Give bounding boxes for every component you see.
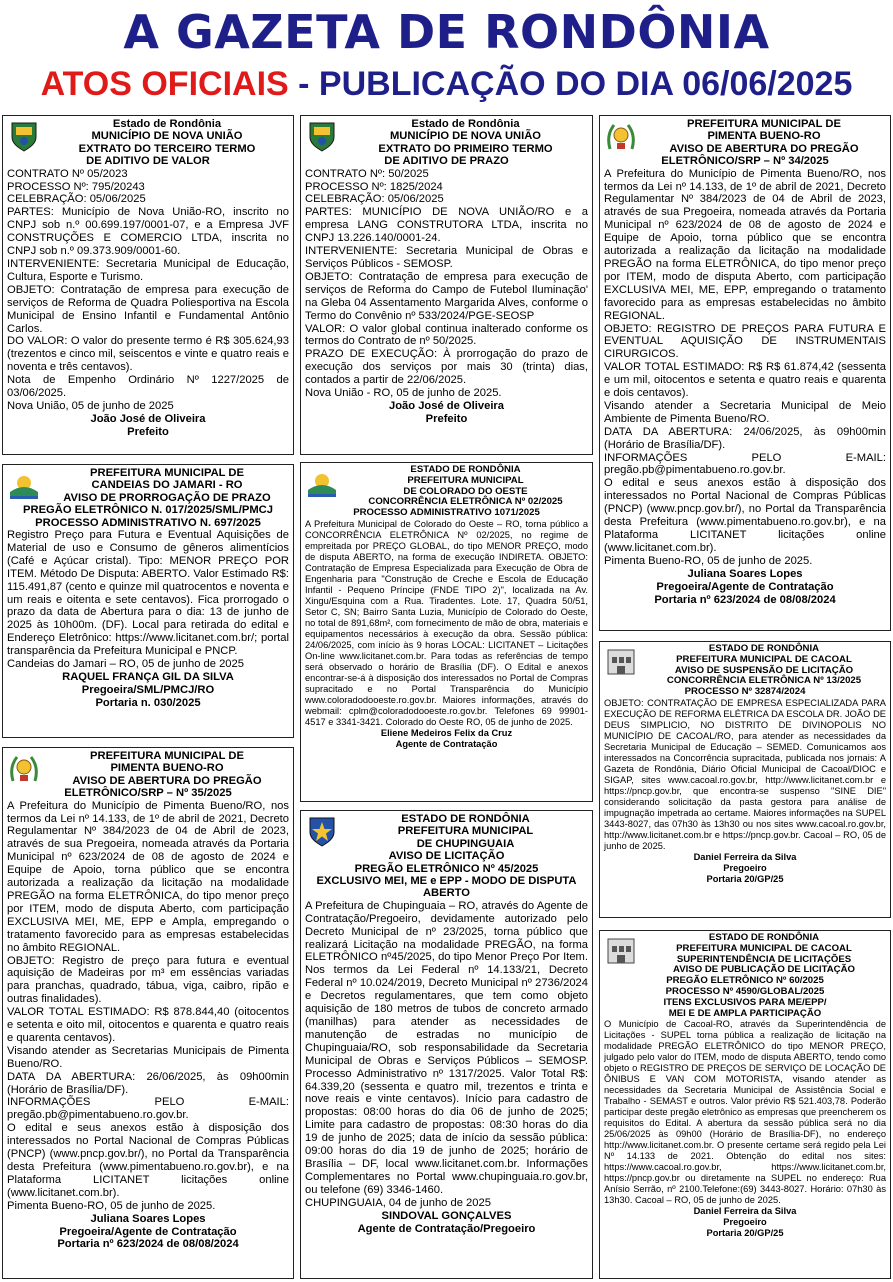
notice-body <box>604 1019 886 1206</box>
notice-cacoal-registro-precos <box>599 930 891 1279</box>
notice-header <box>305 465 588 519</box>
notice-header-line: PREGÃO ELETRÔNICO Nº 60/2025 <box>666 975 824 987</box>
notice-pimenta-bueno-srp-35 <box>2 747 294 1279</box>
notice-body <box>305 900 588 1210</box>
notice-header-line: PREFEITURA MUNICIPAL DE <box>90 750 244 762</box>
notice-header-line: MEI E DE AMPLA PARTICIPAÇÃO <box>668 1007 822 1019</box>
signature-line: Portaria 20/GP/25 <box>706 1228 784 1239</box>
signature-line: Prefeito <box>425 412 468 425</box>
notice-header-line: PREFEITURA MUNICIPAL DE CACOAL <box>676 942 852 954</box>
notice-body <box>604 698 886 852</box>
notice-body-text: CONTRATO Nº 05/2023 PROCESSO Nº: 795/20243 CELEBRAÇÃO: 05/06/2025 PARTES: Município de Nova União-RO, inscrito no CNPJ sob n.º 00.699.197/0001-07, e a Empresa JVF CONSTRUÇÕES E COMERCIO LTDA, inscrita no CNPJ sob n.º 09.373.909/0001-60. INTERVENIENTE: Secretaria Municipal de Educação, Cultura, Esporte e Turismo. OBJETO: Contratação de empresa para execução de serviços de Reforma de Quadra Poliesportiva na Escola Municipal de Ensino Infantil e Fundamental Antônio Carlos. DO VALOR: O valor do presente termo é R$ 305.624,93 (trezentos e cinco mil, seiscentos e vinte e quatro reais e noventa e três centavos). Nota de Empenho Ordinário Nº 1227/2025 de 03/06/2025. Nova União, 05 de junho de 2025 <box>7 167 289 412</box>
notice-signature <box>7 671 289 710</box>
signature-line: SINDOVAL GONÇALVES <box>381 1209 512 1222</box>
notice-body-text: A Prefeitura Municipal de Colorado do Oeste – RO, torna público a CONCORRÊNCIA ELETRÔNICA Nº 02/2025, no regime de empreitada por PREÇO GLOBAL, do tipo MENOR PREÇO, modo de disputa ABERTO, na forma de execução INDIRETA. OBJETO: Contratação de Empresa Especializada para Execução de Obra de Engenharia para "Construção de Creche e Escola de Educação Infantil - Pequeno Príncipe (FNDE TIPO 2)", localizada na Av. Xingu/Esquina com a Rua. Tiradentes. Lote. 17, Quadra 50/51, Setor C, SN; Bairro Santa Luzia, Município de Colorado do Oeste, no total de 891,68m², com fornecimento de mão de obra, materiais e equipamentos necessários à execução da obra. Sessão pública: 24/06/2025, com início às 9 horas LOCAL: LICITANET – Licitações On-line www.licitanet.com.br. Para todas as referências de tempo será observado o horário de Brasília (DF). O Edital e anexos encontrar-se-á à disposição dos interessados no Portal de Compras supracitado e no Portal Transparência do Município www.coloradodooeste.ro.gov.br. Maiores informações, através do webmail: cplm@coloradodooeste.ro.gov.br. Telefones 69 99901-4517 e 3341-3421. Colorado do Oeste RO, 05 de junho de 2025. <box>305 518 588 727</box>
notice-header-line: PREFEITURA MUNICIPAL <box>397 825 534 838</box>
notice-header-line: CONCORRÊNCIA ELETRÔNICA Nº 02/2025 <box>368 496 563 508</box>
notice-signature <box>7 413 289 439</box>
signature-line: Eliene Medeiros Felix da Cruz <box>380 727 513 738</box>
signature-line: Pregoeiro <box>723 1217 767 1228</box>
notice-header-line: AVISO DE PRORROGAÇÃO DE PRAZO <box>63 491 271 504</box>
notice-header-line: PROCESSO ADMINISTRATIVO N. 697/2025 <box>35 516 261 529</box>
notice-body-text: CONTRATO Nº: 50/2025 PROCESSO Nº: 1825/2024 CELEBRAÇÃO: 05/06/2025 PARTES: MUNICÍPIO DE NOVA UNIÃO/RO e a empresa LANG CONSTRUTORA LTDA, inscrita no CNPJ 13.226.140/0001-24. INTERVENIENTE: Secretaria Municipal de Obras e Serviços Públicos - SEMOSP. OBJETO: Contratação de empresa para execução de serviços de Reforma do Campo de Futebol Iluminação' na Gleba 04 Assentamento Margarida Alves, conforme o Termo do Convênio nº 533/2024/PGE-SEOSP VALOR: O valor global continua inalterado conforme os termos do Contrato de nº 50/2025. PRAZO DE EXECUÇÃO: À prorrogação do prazo de execução dos serviços por mais 30 (trinta) dias, contados a partir de 22/06/2025. Nova União - RO, 05 de junho de 2025. <box>305 167 588 400</box>
notice-header <box>7 467 289 529</box>
notice-header-line: PREGÃO ELETRÔNICO N. 017/2025/SML/PMCJ <box>23 504 273 517</box>
coat-of-arms-icon <box>305 814 339 848</box>
signature-line: Juliana Soares Lopes <box>90 1212 206 1225</box>
notice-body-text: A Prefeitura do Município de Pimenta Bueno/RO, nos termos da Lei nº 14.133, de 1º de abril de 2021, Decreto Regulamentar Nº 384/2023 de 04 de Abril de 2023, através de sua Pregoeira, nomeada através da Portaria Municipal nº 623/2024 de 08 de agosto de 2024 e Equipe de Apoio, torna público que se encontra autorizada a realização da licitação na modalidade PREGÃO na forma ELETRÔNICA, do tipo menor preço por ITEM, modo de disputa Aberto, com participação EXCLUSIVA MEI, ME, EPP e Ampla, empregando o tratamento favorecido para as empresas estabelecidas no âmbito REGIONAL. OBJETO: Registro de preço para futura e eventual aquisição de Madeiras por m³ em essências variadas para pranchas, quadrado, tábua, viga, caibro, ripão e outras finalidades). VALOR TOTAL ESTIMADO: R$ 878.844,40 (oitocentos e setenta e oito mil, oitocentos e quarenta e quatro reais e quarenta centavos). Visando atender as Secretarias Municipais de Pimenta Bueno/RO. DATA DA ABERTURA: 26/06/2025, às 09h00min (Horário de Brasília/DF). INFORMAÇÕES PELO E-MAIL: pregão.pb@pimentabueno.ro.gov.br. O edital e seus anexos estão à disposição dos interessados no Portal Nacional de Compras Públicas (PNCP) (www.pncp.gov.br/), no Portal da Transparência desta Prefeitura (www.pimentabueno.ro.gov.br), e na Plataforma LICITANET licitações online (www.licitanet.com.br). Pimenta Bueno-RO, 05 de junho de 2025. <box>7 799 289 1212</box>
notice-header-line: MUNICÍPIO DE NOVA UNIÃO <box>389 130 542 143</box>
notice-header <box>305 118 588 168</box>
notice-header-line: PREGÃO ELETRÔNICO Nº 45/2025 <box>354 862 539 875</box>
notice-header-line: EXTRATO DO TERCEIRO TERMO <box>78 142 256 155</box>
notice-header-line: ESTADO DE RONDÔNIA <box>401 813 530 825</box>
notice-signature <box>305 400 588 426</box>
coat-of-arms-icon <box>305 119 339 153</box>
notice-header-line: MUNICÍPIO DE NOVA UNIÃO <box>91 130 243 143</box>
signature-line: Pregoeira/Agente de Contratação <box>59 1225 237 1238</box>
signature-line: Agente de Contratação/Pregoeiro <box>357 1222 536 1235</box>
notice-header-line: PREFEITURA MUNICIPAL DE CACOAL <box>676 653 852 665</box>
notice-body-text: A Prefeitura do Município de Pimenta Bueno/RO, nos termos da Lei nº 14.133, de 1º de abril de 2021, Decreto Regulamentar Nº 384/2023 de 04 de Abril de 2023, através de sua Pregoeira, nomeada através da Portaria Municipal nº 623/2024 de 08 de agosto de 2024 e Equipe de Apoio, torna público que se encontra autorizada a realização da licitação na modalidade PREGÃO na forma ELETRÔNICA, do tipo menor preço por ITEM, modo de disputa Aberto, com participação EXCLUSIVA MEI, ME, EPP, empregando o tratamento favorecido para as empresas estabelecidas no âmbito REGIONAL. OBJETO: REGISTRO DE PREÇOS PARA FUTURA E EVENTUAL AQUISIÇÃO DE INSTRUMENTAIS CIRURGICOS. VALOR TOTAL ESTIMADO: R$ R$ 61.874,42 (sessenta e um mil, oitocentos e setenta e quatro reais e quarenta e dois centavos). Visando atender a Secretaria Municipal de Meio Ambiente de Pimenta Bueno/RO. DATA DA ABERTURA: 24/06/2025, às 09h00min (Horário de Brasília/DF). INFORMAÇÕES PELO E-MAIL: pregão.pb@pimentabueno.ro.gov.br. O edital e seus anexos estão à disposição dos interessados no Portal Nacional de Compras Públicas (PNCP) (www.pncp.gov.br/), no Portal da Transparência desta Prefeitura (www.pimentabueno.ro.gov.br), e na Plataforma LICITANET licitações online (www.licitanet.com.br). Pimenta Bueno-RO, 05 de junho de 2025. <box>604 167 886 567</box>
notice-header-line: PROCESSO Nº 4590/GLOBAL/2025 <box>665 985 825 997</box>
notice-body <box>305 168 588 400</box>
signature-line: Pregoeira/SML/PMCJ/RO <box>81 683 215 696</box>
notice-body-text: A Prefeitura de Chupinguaia – RO, através do Agente de Contratação/Pregoeiro, devidamente autorizado pelo Decreto Municipal de nº 23/2025, torna público que realizará Licitação na modalidade PREGÃO, na forma ELETRÔNICO nº45/2025, do tipo Menor Preço Por Item. Nos termos da Lei Federal nº 14.133/21, Decreto Federal nº 10.024/2019, Decreto Municipal nº 2736/2024 e Decretos regulamentares, que tem como objeto aquisição de 180 metros de tubos de concreto armado (manilhas) para atender as necessidades de manutenção de estradas no município de Chupinguaia/RO, sob responsabilidade da Secretaria Municipal de Obras e Serviços Públicos – SEMOSP. Processo Administrativo nº 1317/2025. Valor Total R$: 64.339,20 (sessenta e quatro mil, trezentos e trinta e nove reais e vinte centavos). Início para cadastro de propostas: 08:00 horas do dia 06 de junho de 2025; Limite para cadastro de propostas: 08:30 horas do dia 19 de junho de 2025; data de início da sessão pública: 09:00 horas do dia 19 de junho de 2025; horário de Brasília – DF, local www.licitanet.com.br. Informações Complementares no Portal www.chupinguaia.ro.gov.br, ou telefone (69) 3346-1460. CHUPINGUAIA, 04 de junho de 2025 <box>305 899 588 1209</box>
notice-header-line: ELETRÔNICO/SRP – Nº 34/2025 <box>661 155 829 168</box>
signature-line: Portaria 20/GP/25 <box>706 873 784 884</box>
notice-header-line: AVISO DE SUSPENSÃO DE LICITAÇÃO <box>674 664 854 676</box>
notice-header-line: AVISO DE LICITAÇÃO <box>388 850 505 863</box>
notice-signature <box>305 728 588 750</box>
notice-signature <box>7 1213 289 1252</box>
signature-line: RAQUEL FRANÇA GIL DA SILVA <box>62 671 234 683</box>
notice-nova-uniao-aditivo-prazo <box>300 115 593 455</box>
signature-line: Pregoeira/Agente de Contratação <box>656 580 834 593</box>
signature-line: Portaria n. 030/2025 <box>95 696 201 709</box>
signature-line: Daniel Ferreira da Silva <box>693 1206 797 1217</box>
notice-header-line: PREFEITURA MUNICIPAL DE <box>687 118 841 130</box>
coat-of-arms-icon <box>604 934 638 968</box>
notice-header-line: EXTRATO DO PRIMEIRO TERMO <box>378 142 553 155</box>
subtitle-red: ATOS OFICIAIS <box>40 65 289 103</box>
coat-of-arms-icon <box>7 468 41 502</box>
notice-header <box>604 118 886 168</box>
signature-line: João José de Oliveira <box>388 399 505 412</box>
signature-line: Agente de Contratação <box>395 738 498 749</box>
notice-cacoal-suspensao <box>599 641 891 918</box>
notice-pimenta-bueno-srp-34 <box>599 115 891 631</box>
coat-of-arms-icon <box>604 119 638 153</box>
notice-header-line: ELETRÔNICO/SRP – Nº 35/2025 <box>64 787 232 800</box>
notice-header-line: PIMENTA BUENO-RO <box>707 130 821 143</box>
notice-body <box>604 168 886 568</box>
signature-line: Portaria nº 623/2024 de 08/08/2024 <box>654 593 836 606</box>
notice-body-text: O Município de Cacoal-RO, através da Superintendência de Licitações - SUPEL torna pública a realização de licitação na modalidade PREGÃO ELETRÔNICO do tipo MENOR PREÇO, julgado pelo valor do ITEM, modo de disputa ABERTO, tendo como objeto o REGISTRO DE PREÇOS DE SERVIÇO DE LOCAÇÃO DE ÔNIBUS E VAN COM MOTORISTA, visando atender as necessidades da Secretaria Municipal de Assistência Social e Trabalho - SEMAST e outros. Valor prévio R$ 521.403,78. Poderão participar deste pregão eletrônico as empresas que preencherem os requisitos do Edital. A abertura da sessão pública será no dia 25/06/2025 às 09h00 (Horário de Brasília-DF), no endereço http://www.licitanet.com.br. O presente certame será regido pela Lei Nº 14.133 de 2021. Obtenção do edital nos sites: https://www.cacoal.ro.gov.br, https://www.licitanet.com.br, https://pncp.gov.br ou diretamente na SUPEL no endereço: Rua Anísio Serrão, nº 2100.Telefone:(69) 3443-8027. Horário: 07h30 às 13h30. Cacoal – RO, 05 de junho de 2025. <box>604 1019 886 1206</box>
signature-line: Daniel Ferreira da Silva <box>693 851 797 862</box>
notice-header-line: PROCESSO Nº 32874/2024 <box>684 686 806 698</box>
subtitle-blue: - PUBLICAÇÃO DO DIA 06/06/2025 <box>288 65 853 103</box>
signature-line: Portaria nº 623/2024 de 08/08/2024 <box>57 1238 239 1251</box>
notice-header-line: AVISO DE ABERTURA DO PREGÃO <box>72 774 262 787</box>
notice-body <box>305 519 588 728</box>
notice-header-line: DE COLORADO DO OESTE <box>403 485 528 497</box>
notice-signature <box>604 568 886 607</box>
notice-header <box>305 813 588 900</box>
notice-header-line: CANDEIAS DO JAMARI - RO <box>91 479 243 492</box>
notice-header-line: ESTADO DE RONDÔNIA <box>708 643 820 654</box>
notice-header-line: PREFEITURA MUNICIPAL DE <box>90 467 244 479</box>
coat-of-arms-icon <box>305 466 339 500</box>
notice-header-line: PIMENTA BUENO-RO <box>110 762 224 775</box>
notice-header <box>604 933 886 1019</box>
notice-header <box>7 118 289 168</box>
notice-header <box>604 644 886 698</box>
coat-of-arms-icon <box>7 119 41 153</box>
notice-header-line: PROCESSO ADMINISTRATIVO 1071/2025 <box>353 507 540 519</box>
notice-header-line: SUPERINTENDÊNCIA DE LICITAÇÕES <box>676 953 852 965</box>
coat-of-arms-icon <box>604 645 638 679</box>
notice-header-line: DE ADITIVO DE PRAZO <box>384 155 509 168</box>
notice-header-line: DE CHUPINGUAIA <box>416 837 515 850</box>
notice-header-line: PREFEITURA MUNICIPAL <box>407 474 524 486</box>
notice-header-line: ITENS EXCLUSIVOS PARA ME/EPP/ <box>663 996 827 1008</box>
signature-line: João José de Oliveira <box>90 412 206 425</box>
notice-header-line: Estado de Rondônia <box>411 118 520 130</box>
notice-body <box>7 168 289 413</box>
notice-nova-uniao-aditivo-valor <box>2 115 294 455</box>
notice-header-line: CONCORRÊNCIA ELETRÔNICA Nº 13/2025 <box>666 675 862 687</box>
notice-header-line: DE ADITIVO DE VALOR <box>86 155 210 168</box>
notice-header-line: AVISO DE ABERTURA DO PREGÃO <box>669 142 859 155</box>
signature-line: Prefeito <box>127 425 169 438</box>
notice-body-text: OBJETO: CONTRATAÇÃO DE EMPRESA ESPECIALIZADA PARA EXECUÇÃO DE REFORMA ELÉTRICA DA ESCOLA DR. JOÃO DE DEUS SIMPLICIO, NO DISTRITO DE DIVINOPOLIS NO MUNICÍPIO DE CACOAL/RO, para atender as necessidades da Secretaria Municipal de Educação – SEMED. Comunicamos aos interessados na Concorrência supracitada, publicada nos jornais: A Gazeta de Rondônia, Diário Oficial Municipal de Cacoal/DIOC e SIGAP, sites www.cacoal.ro.gov.br, http://www.licitanet.com.br e https://pncp.gov.br, que encontra-se suspenso "SINE DIE" considerando solicitação da pasta gestora para análise de impugnação impetrada ao certame. Maiores informações na SUPEL 3443-8027, das 07h30 às 13h30 ou nos sites www.cacoal.ro.gov.br, http://www.licitanet.com.br e https://pncp.gov.br. Cacoal – RO, 05 de junho de 2025. <box>604 697 886 851</box>
signature-line: Juliana Soares Lopes <box>687 567 803 580</box>
notice-body <box>7 800 289 1213</box>
notice-header <box>7 750 289 800</box>
notice-candeias-prorrogacao <box>2 464 294 738</box>
notice-header-line: AVISO DE PUBLICAÇÃO DE LICITAÇÃO <box>673 964 855 976</box>
publication-subtitle <box>0 64 893 104</box>
notice-chupinguaia-licitacao <box>300 810 593 1279</box>
notice-signature <box>604 852 886 885</box>
notice-signature <box>305 1210 588 1236</box>
notice-header-line: EXCLUSIVO MEI, ME e EPP - MODO DE DISPUTA ABERTO <box>316 875 577 900</box>
notice-signature <box>604 1206 886 1239</box>
notice-colorado-concorrencia <box>300 462 593 802</box>
coat-of-arms-icon <box>7 751 41 785</box>
newspaper-title: A GAZETA DE RONDÔNIA <box>123 5 770 59</box>
notice-header-line: ESTADO DE RONDÔNIA <box>708 932 820 943</box>
notice-header-line: ESTADO DE RONDÔNIA <box>410 464 521 475</box>
notice-body <box>7 529 289 671</box>
signature-line: Pregoeiro <box>723 862 767 873</box>
notice-header-line: Estado de Rondônia <box>112 118 222 130</box>
notice-body-text: Registro Preço para Futura e Eventual Aquisições de Material de uso e Consumo de gêneros alimentícios (Café e Açúcar cristal). Tipo: MENOR PREÇO POR ITEM. Método De Disputa: ABERTO. Valor Estimado R$: 115.491,87 (cento e quinze mil quatrocentos e noventa e um reais e oitenta e sete centavos). Fica prorrogado o prazo da data de Abertura para o dia: 13 de junho de 2025 às 10h00m. (DF). Local para retirada do edital e Endereço Eletrônico: https://www.licitanet.com.br/; portal transparência da Prefeitura Municipal e PNCP. Candeias do Jamari – RO, 05 de junho de 2025 <box>7 529 289 671</box>
